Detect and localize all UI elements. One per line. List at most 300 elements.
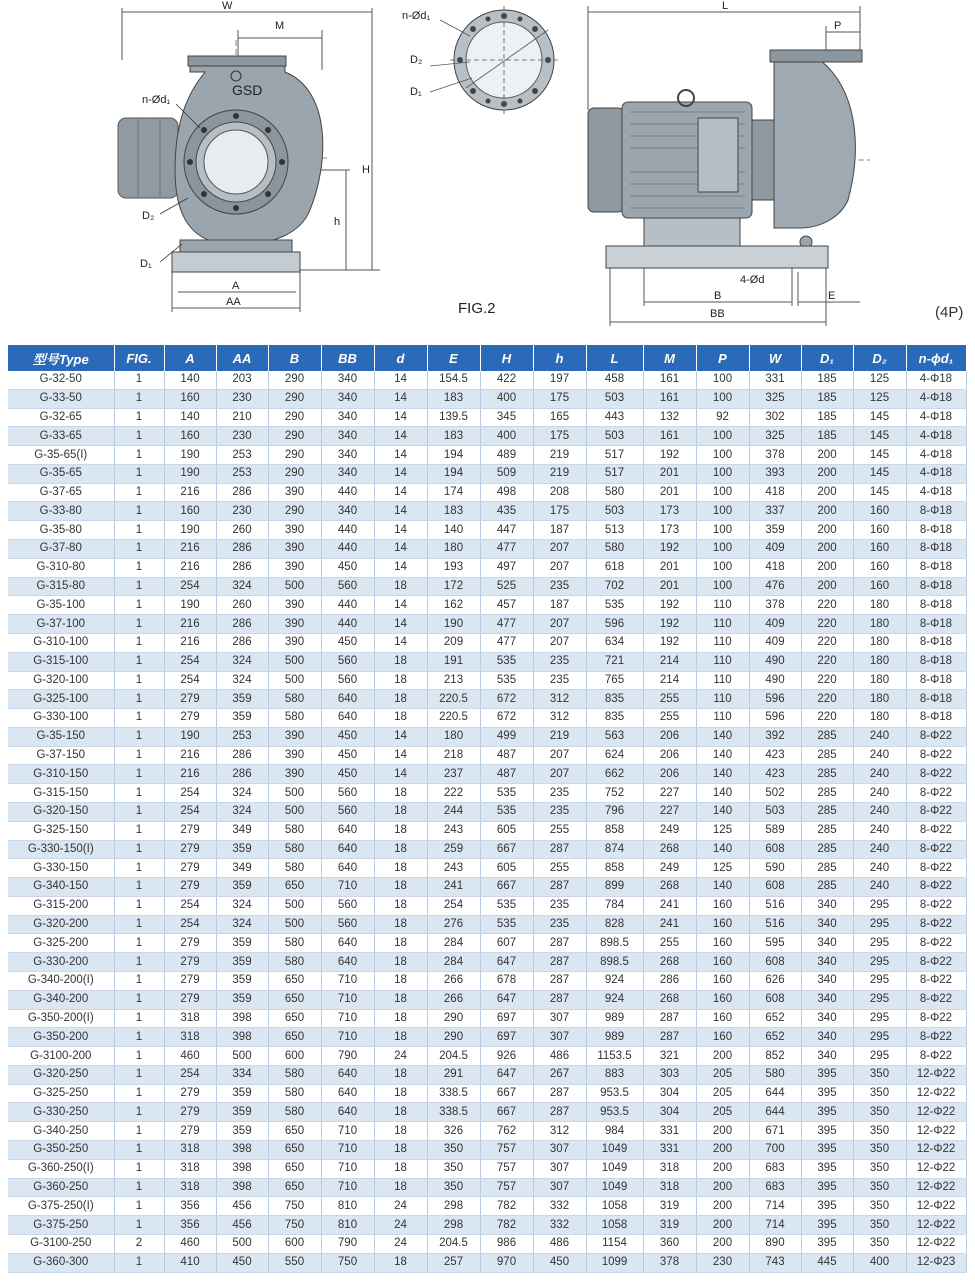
table-cell: 160 — [853, 558, 906, 577]
table-cell: 535 — [480, 671, 533, 690]
table-cell: 338.5 — [427, 1103, 480, 1122]
table-cell: 460 — [164, 1047, 216, 1066]
table-cell: 285 — [801, 859, 853, 878]
table-row — [8, 483, 966, 502]
table-cell: 213 — [427, 671, 480, 690]
table-cell: 400 — [853, 1253, 906, 1272]
table-cell: 782 — [480, 1216, 533, 1235]
table-cell: 8-Φ22 — [906, 934, 966, 953]
table-cell: 8-Φ22 — [906, 915, 966, 934]
table-cell: 4-Φ18 — [906, 464, 966, 483]
table-cell: 185 — [801, 371, 853, 389]
table-cell: 8-Φ18 — [906, 502, 966, 521]
table-cell: 500 — [216, 1234, 268, 1253]
table-cell: 12-Φ22 — [906, 1216, 966, 1235]
table-cell: G-37-100 — [8, 615, 114, 634]
table-cell: 450 — [321, 558, 374, 577]
table-cell: 456 — [216, 1216, 268, 1235]
table-cell: 607 — [480, 934, 533, 953]
table-cell: 160 — [696, 990, 749, 1009]
table-cell: 286 — [216, 540, 268, 559]
table-cell: 260 — [216, 521, 268, 540]
table-cell: 110 — [696, 709, 749, 728]
table-cell: 790 — [321, 1234, 374, 1253]
table-cell: 318 — [643, 1178, 696, 1197]
table-cell: 450 — [533, 1253, 586, 1272]
table-cell: 710 — [321, 1141, 374, 1160]
table-cell: 175 — [533, 427, 586, 446]
table-cell: 640 — [321, 934, 374, 953]
table-cell: 4-Φ18 — [906, 371, 966, 389]
table-cell: 279 — [164, 1084, 216, 1103]
table-cell: 160 — [853, 521, 906, 540]
table-cell: 216 — [164, 558, 216, 577]
table-cell: 18 — [374, 784, 427, 803]
table-cell: 18 — [374, 990, 427, 1009]
table-cell: 14 — [374, 596, 427, 615]
table-cell: 1 — [114, 746, 164, 765]
table-cell: G-375-250 — [8, 1216, 114, 1235]
table-cell: G-35-65 — [8, 464, 114, 483]
table-cell: 14 — [374, 502, 427, 521]
table-cell: 214 — [643, 652, 696, 671]
table-cell: 350 — [853, 1159, 906, 1178]
table-cell: 180 — [853, 615, 906, 634]
table-cell: 145 — [853, 483, 906, 502]
flange-label-D2: D₂ — [410, 54, 423, 66]
table-row — [8, 1253, 966, 1272]
table-cell: 503 — [586, 389, 643, 408]
dim-label-4d: 4-Ød — [740, 274, 765, 286]
table-cell: 190 — [164, 727, 216, 746]
flange-label-nd1: n-Ød₁ — [402, 10, 431, 22]
table-cell: 535 — [480, 896, 533, 915]
table-cell: 924 — [586, 972, 643, 991]
table-cell: 203 — [216, 371, 268, 389]
table-cell: 160 — [164, 389, 216, 408]
table-row — [8, 915, 966, 934]
table-cell: 490 — [749, 652, 801, 671]
table-cell: G-360-300 — [8, 1253, 114, 1272]
table-cell: 92 — [696, 408, 749, 427]
table-cell: 500 — [268, 784, 321, 803]
table-cell: 1 — [114, 915, 164, 934]
table-cell: 285 — [801, 765, 853, 784]
table-cell: 324 — [216, 652, 268, 671]
table-cell: 319 — [643, 1197, 696, 1216]
table-cell: 503 — [586, 502, 643, 521]
table-cell: 423 — [749, 765, 801, 784]
table-cell: 477 — [480, 633, 533, 652]
table-cell: 241 — [427, 878, 480, 897]
table-cell: 125 — [853, 371, 906, 389]
table-cell: 340 — [801, 1028, 853, 1047]
table-row — [8, 1084, 966, 1103]
table-cell: 139.5 — [427, 408, 480, 427]
table-cell: 8-Φ18 — [906, 690, 966, 709]
table-cell: 423 — [749, 746, 801, 765]
table-cell: 858 — [586, 859, 643, 878]
table-cell: 160 — [696, 934, 749, 953]
table-row — [8, 671, 966, 690]
table-cell: 325 — [749, 427, 801, 446]
table-cell: 440 — [321, 540, 374, 559]
table-cell: 390 — [268, 727, 321, 746]
table-cell: 206 — [643, 765, 696, 784]
table-cell: G-360-250(I) — [8, 1159, 114, 1178]
table-row — [8, 1047, 966, 1066]
table-cell: 140 — [164, 408, 216, 427]
table-cell: 183 — [427, 389, 480, 408]
table-cell: 132 — [643, 408, 696, 427]
table-cell: 18 — [374, 1253, 427, 1272]
table-cell: 1 — [114, 1028, 164, 1047]
table-cell: 279 — [164, 990, 216, 1009]
table-cell: G-340-200(I) — [8, 972, 114, 991]
table-cell: 340 — [801, 1047, 853, 1066]
table-cell: 160 — [853, 577, 906, 596]
table-cell: 626 — [749, 972, 801, 991]
table-cell: 1 — [114, 615, 164, 634]
table-cell: 165 — [533, 408, 586, 427]
table-cell: 180 — [853, 671, 906, 690]
table-cell: 340 — [801, 990, 853, 1009]
table-cell: 392 — [749, 727, 801, 746]
table-cell: 125 — [696, 859, 749, 878]
table-cell: 595 — [749, 934, 801, 953]
table-cell: 243 — [427, 821, 480, 840]
table-cell: 8-Φ18 — [906, 596, 966, 615]
table-cell: 835 — [586, 709, 643, 728]
table-cell: G-315-200 — [8, 896, 114, 915]
table-cell: 398 — [216, 1009, 268, 1028]
table-cell: 340 — [801, 915, 853, 934]
table-cell: 205 — [696, 1065, 749, 1084]
table-cell: 255 — [643, 690, 696, 709]
table-cell: 1049 — [586, 1159, 643, 1178]
table-cell: 8-Φ22 — [906, 727, 966, 746]
table-cell: 254 — [164, 671, 216, 690]
dim-label-W: W — [222, 0, 233, 12]
table-cell: 498 — [480, 483, 533, 502]
table-cell: G-320-100 — [8, 671, 114, 690]
table-cell: 890 — [749, 1234, 801, 1253]
table-cell: 874 — [586, 840, 643, 859]
table-cell: 765 — [586, 671, 643, 690]
front-view-drawing — [0, 0, 975, 340]
table-cell: 286 — [216, 746, 268, 765]
table-row — [8, 615, 966, 634]
table-cell: 710 — [321, 878, 374, 897]
table-cell: 1 — [114, 1047, 164, 1066]
table-cell: 180 — [853, 633, 906, 652]
table-cell: 497 — [480, 558, 533, 577]
table-row — [8, 709, 966, 728]
table-cell: 268 — [643, 990, 696, 1009]
table-cell: 489 — [480, 446, 533, 465]
table-cell: G-35-100 — [8, 596, 114, 615]
table-cell: 8-Φ22 — [906, 802, 966, 821]
table-cell: 535 — [480, 652, 533, 671]
table-cell: 12-Φ22 — [906, 1103, 966, 1122]
table-cell: 450 — [321, 633, 374, 652]
column-header: 型号Type — [8, 345, 114, 371]
table-cell: 200 — [696, 1047, 749, 1066]
table-cell: 324 — [216, 915, 268, 934]
table-cell: G-315-80 — [8, 577, 114, 596]
table-cell: 219 — [533, 464, 586, 483]
table-cell: 235 — [533, 671, 586, 690]
table-cell: 810 — [321, 1216, 374, 1235]
table-cell: 350 — [427, 1141, 480, 1160]
table-cell: 160 — [853, 540, 906, 559]
column-header: L — [586, 345, 643, 371]
table-cell: 359 — [216, 953, 268, 972]
column-header: h — [533, 345, 586, 371]
table-cell: 192 — [643, 633, 696, 652]
table-cell: 220 — [801, 633, 853, 652]
table-cell: 173 — [643, 521, 696, 540]
dim-label-E: E — [828, 290, 836, 302]
table-cell: 600 — [268, 1047, 321, 1066]
table-cell: 18 — [374, 690, 427, 709]
table-cell: 145 — [853, 446, 906, 465]
table-cell: G-32-50 — [8, 371, 114, 389]
table-row — [8, 1065, 966, 1084]
table-cell: 8-Φ22 — [906, 746, 966, 765]
table-cell: 161 — [643, 371, 696, 389]
brand-label: GSD — [232, 82, 263, 98]
table-cell: 395 — [801, 1103, 853, 1122]
table-cell: 100 — [696, 577, 749, 596]
table-cell: 683 — [749, 1159, 801, 1178]
table-cell: 710 — [321, 1028, 374, 1047]
table-cell: 640 — [321, 821, 374, 840]
table-cell: 187 — [533, 596, 586, 615]
table-cell: 580 — [268, 1084, 321, 1103]
table-cell: 331 — [643, 1122, 696, 1141]
table-cell: 244 — [427, 802, 480, 821]
table-cell: 1 — [114, 1009, 164, 1028]
table-cell: 235 — [533, 896, 586, 915]
table-cell: 1 — [114, 1084, 164, 1103]
table-cell: 667 — [480, 878, 533, 897]
table-cell: 784 — [586, 896, 643, 915]
table-cell: 18 — [374, 1141, 427, 1160]
table-cell: 268 — [643, 953, 696, 972]
table-cell: 395 — [801, 1122, 853, 1141]
table-cell: 12-Φ22 — [906, 1197, 966, 1216]
table-cell: 1 — [114, 1253, 164, 1272]
dim-label-P: P — [834, 20, 842, 32]
table-cell: 180 — [427, 727, 480, 746]
table-cell: 240 — [853, 746, 906, 765]
table-cell: 291 — [427, 1065, 480, 1084]
table-cell: 14 — [374, 746, 427, 765]
table-cell: 580 — [586, 483, 643, 502]
table-cell: 318 — [164, 1159, 216, 1178]
table-cell: 1 — [114, 727, 164, 746]
table-cell: 140 — [696, 878, 749, 897]
table-cell: 214 — [643, 671, 696, 690]
table-cell: 395 — [801, 1234, 853, 1253]
table-cell: 898.5 — [586, 953, 643, 972]
table-cell: 356 — [164, 1197, 216, 1216]
table-cell: 8-Φ22 — [906, 953, 966, 972]
table-cell: 810 — [321, 1197, 374, 1216]
table-cell: 145 — [853, 464, 906, 483]
table-cell: 12-Φ22 — [906, 1234, 966, 1253]
table-cell: 200 — [801, 446, 853, 465]
table-cell: 398 — [216, 1178, 268, 1197]
table-cell: 1 — [114, 464, 164, 483]
table-cell: 279 — [164, 859, 216, 878]
table-cell: G-350-200 — [8, 1028, 114, 1047]
table-cell: 560 — [321, 915, 374, 934]
table-cell: 440 — [321, 483, 374, 502]
table-cell: 395 — [801, 1197, 853, 1216]
table-cell: 240 — [853, 765, 906, 784]
table-cell: 332 — [533, 1197, 586, 1216]
table-cell: 14 — [374, 633, 427, 652]
table-cell: 409 — [749, 615, 801, 634]
table-cell: 618 — [586, 558, 643, 577]
table-cell: 516 — [749, 915, 801, 934]
table-cell: 194 — [427, 446, 480, 465]
table-cell: 230 — [216, 427, 268, 446]
table-cell: 255 — [643, 709, 696, 728]
column-header: AA — [216, 345, 268, 371]
table-row — [8, 1234, 966, 1253]
table-cell: 350 — [853, 1122, 906, 1141]
table-cell: 235 — [533, 802, 586, 821]
table-cell: 216 — [164, 746, 216, 765]
table-row — [8, 1028, 966, 1047]
table-cell: 279 — [164, 821, 216, 840]
table-cell: 286 — [216, 633, 268, 652]
table-cell: 750 — [321, 1253, 374, 1272]
table-cell: 517 — [586, 464, 643, 483]
table-cell: 24 — [374, 1216, 427, 1235]
table-cell: 222 — [427, 784, 480, 803]
table-cell: 208 — [533, 483, 586, 502]
table-row — [8, 652, 966, 671]
table-cell: 12-Φ22 — [906, 1084, 966, 1103]
table-cell: 395 — [801, 1141, 853, 1160]
table-cell: 200 — [801, 521, 853, 540]
table-cell: 986 — [480, 1234, 533, 1253]
table-cell: 360 — [643, 1234, 696, 1253]
table-cell: 589 — [749, 821, 801, 840]
table-cell: 110 — [696, 690, 749, 709]
table-row — [8, 727, 966, 746]
table-cell: 220 — [801, 652, 853, 671]
table-cell: 18 — [374, 1084, 427, 1103]
table-cell: 440 — [321, 596, 374, 615]
table-cell: 596 — [586, 615, 643, 634]
table-cell: 525 — [480, 577, 533, 596]
table-cell: 1153.5 — [586, 1047, 643, 1066]
table-cell: 1 — [114, 972, 164, 991]
table-cell: 647 — [480, 990, 533, 1009]
table-cell: 18 — [374, 934, 427, 953]
table-cell: 324 — [216, 784, 268, 803]
table-cell: 200 — [801, 483, 853, 502]
table-cell: 175 — [533, 389, 586, 408]
table-cell: 762 — [480, 1122, 533, 1141]
table-cell: 8-Φ22 — [906, 1047, 966, 1066]
table-cell: 312 — [533, 1122, 586, 1141]
table-cell: 287 — [533, 1103, 586, 1122]
table-cell: 318 — [164, 1028, 216, 1047]
table-cell: 318 — [164, 1178, 216, 1197]
table-row — [8, 934, 966, 953]
table-cell: 287 — [533, 878, 586, 897]
table-cell: 828 — [586, 915, 643, 934]
table-cell: 650 — [268, 972, 321, 991]
table-cell: 185 — [801, 427, 853, 446]
table-cell: 200 — [801, 502, 853, 521]
table-cell: 285 — [801, 878, 853, 897]
table-cell: 440 — [321, 521, 374, 540]
column-header: W — [749, 345, 801, 371]
table-cell: 647 — [480, 1065, 533, 1084]
table-cell: 12-Φ22 — [906, 1141, 966, 1160]
table-cell: 4-Φ18 — [906, 446, 966, 465]
table-cell: 487 — [480, 746, 533, 765]
table-cell: 350 — [853, 1178, 906, 1197]
table-cell: 359 — [216, 878, 268, 897]
table-cell: G-3100-250 — [8, 1234, 114, 1253]
table-cell: G-375-250(I) — [8, 1197, 114, 1216]
table-cell: 503 — [749, 802, 801, 821]
table-cell: 714 — [749, 1197, 801, 1216]
table-cell: 378 — [749, 446, 801, 465]
table-cell: 1 — [114, 371, 164, 389]
table-cell: 259 — [427, 840, 480, 859]
table-cell: 535 — [480, 784, 533, 803]
table-cell: 500 — [268, 671, 321, 690]
table-cell: 235 — [533, 652, 586, 671]
table-cell: 1 — [114, 859, 164, 878]
table-cell: 312 — [533, 690, 586, 709]
table-cell: 279 — [164, 1122, 216, 1141]
column-header: FIG. — [114, 345, 164, 371]
table-row — [8, 558, 966, 577]
table-cell: 340 — [801, 1009, 853, 1028]
table-cell: 140 — [427, 521, 480, 540]
table-cell: 634 — [586, 633, 643, 652]
table-cell: 710 — [321, 1159, 374, 1178]
table-cell: 279 — [164, 934, 216, 953]
table-cell: 640 — [321, 690, 374, 709]
table-cell: 249 — [643, 821, 696, 840]
table-cell: 852 — [749, 1047, 801, 1066]
table-cell: 899 — [586, 878, 643, 897]
table-cell: 230 — [696, 1253, 749, 1272]
table-cell: 254 — [164, 896, 216, 915]
table-cell: 295 — [853, 915, 906, 934]
table-row — [8, 840, 966, 859]
table-cell: 284 — [427, 953, 480, 972]
table-cell: G-3100-200 — [8, 1047, 114, 1066]
table-cell: 254 — [164, 577, 216, 596]
table-row — [8, 1009, 966, 1028]
table-cell: 18 — [374, 709, 427, 728]
table-cell: 295 — [853, 972, 906, 991]
table-cell: 1 — [114, 1178, 164, 1197]
table-cell: 970 — [480, 1253, 533, 1272]
